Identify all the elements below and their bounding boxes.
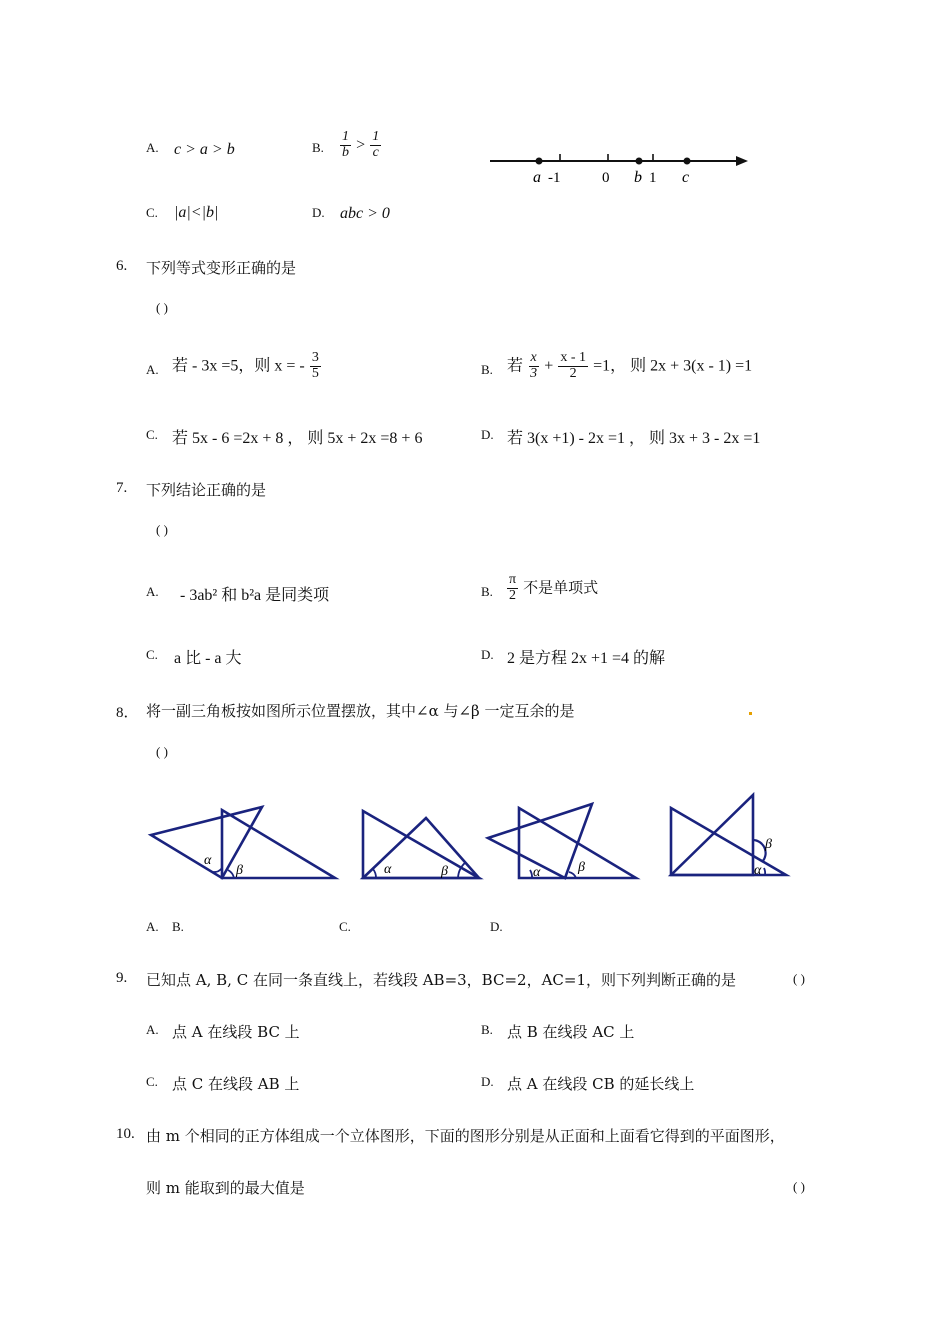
question-number: 10.: [116, 1126, 135, 1142]
label-a: a: [533, 169, 541, 186]
q7-option-c: a 比 - a 大: [174, 650, 242, 667]
question-stem: 已知点 A, B, C 在同一条直线上，若线段 AB=3，BC=2，AC=1，则下列判断正确的是: [146, 971, 736, 989]
option-label: D.: [481, 647, 494, 662]
label-beta: β: [236, 863, 243, 878]
label-b: b: [634, 169, 642, 186]
option-label: C.: [146, 1074, 158, 1089]
arrow-head-icon: [736, 156, 748, 166]
answer-paren: ( ): [156, 522, 168, 537]
question-number: 6.: [116, 258, 128, 274]
option-label: C.: [146, 427, 158, 442]
option-label: A.: [146, 1022, 159, 1037]
point-a: [536, 158, 543, 165]
label-beta: β: [765, 837, 772, 852]
q6-option-c: 若 5x - 6 =2x + 8 ， 则 5x + 2x =8 + 6: [172, 430, 423, 447]
option-label: A.: [146, 584, 159, 599]
angle-arc-alpha: [213, 868, 222, 872]
option-label: C.: [146, 647, 158, 662]
answer-paren: ( ): [156, 744, 168, 759]
option-label: C.: [146, 205, 158, 220]
option-expression: c > a > b: [174, 141, 235, 158]
label-c: c: [682, 169, 690, 186]
q6-option-a: 若 - 3x =5，则 x = - $\frac{3}{5}$: [172, 350, 319, 381]
question-stem-line1: 由 m 个相同的正方体组成一个立体图形，下面的图形分别是从正面和上面看它得到的平面图形，: [146, 1127, 785, 1145]
triangle-figure-c: [482, 798, 642, 883]
point-c: [684, 158, 691, 165]
figure-label-d: D.: [490, 919, 503, 934]
triangle-figure-b: [357, 805, 487, 885]
answer-paren: ( ): [793, 1179, 805, 1194]
q9-option-b: 点 B 在线段 AC 上: [507, 1023, 635, 1041]
option-label: D.: [481, 427, 494, 442]
option-label: B.: [481, 1022, 493, 1037]
fraction: $\frac{3}{5}$: [311, 350, 319, 381]
figure-label-c: C.: [339, 919, 351, 934]
q9-option-c: 点 C 在线段 AB 上: [172, 1075, 300, 1093]
q6-option-b: 若 $\frac{x}{3}$ + $\frac{x - 1}{2}$ =1， 则 2x + 3(x - 1) =1: [507, 350, 753, 381]
option-expression: $\frac{1}{b}$ > $\frac{1}{c}$: [342, 129, 380, 160]
question-stem: 下列等式变形正确的是: [146, 259, 297, 277]
q7-option-d: 2 是方程 2x +1 =4 的解: [507, 650, 666, 667]
angle-arc-alpha: [373, 869, 376, 878]
q9-option-d: 点 A 在线段 CB 的延长线上: [507, 1075, 695, 1093]
label-alpha: α: [384, 862, 392, 877]
fraction: $\frac{x - 1}{2}$: [560, 350, 586, 381]
answer-paren: ( ): [156, 300, 168, 315]
option-label: D.: [481, 1074, 494, 1089]
fraction: $\frac{1}{c}$: [372, 129, 380, 160]
fraction: $\frac{x}{3}$: [530, 350, 538, 381]
triangle-2: [671, 795, 753, 875]
label-alpha: α: [204, 853, 212, 868]
option-label: A.: [146, 362, 159, 377]
triangle-figure-a: [145, 800, 345, 885]
q9-option-a: 点 A 在线段 BC 上: [172, 1023, 300, 1041]
question-stem-line2: 则 m 能取到的最大值是: [146, 1179, 305, 1197]
option-label: B.: [481, 584, 493, 599]
stray-dot: [749, 712, 752, 715]
option-label: B.: [481, 362, 493, 377]
option-label: A.: [146, 140, 159, 155]
label-alpha: α: [754, 863, 762, 878]
fraction: $\frac{\pi}{2}$: [509, 572, 517, 603]
figure-label-b: B.: [172, 919, 184, 934]
option-label: B.: [312, 140, 324, 155]
option-expression: abc > 0: [340, 205, 390, 222]
label-one: 1: [649, 170, 657, 186]
label-alpha: α: [533, 865, 541, 880]
triangle-figure-d: [665, 790, 795, 880]
label-beta: β: [578, 860, 585, 875]
label-minus-one: -1: [548, 170, 561, 186]
option-expression: |a|<|b|: [174, 204, 219, 221]
question-number: 9.: [116, 970, 128, 986]
question-stem: 下列结论正确的是: [146, 481, 267, 499]
q7-option-b: $\frac{\pi}{2}$ 不是单项式: [509, 572, 599, 603]
question-number: 8．: [116, 705, 139, 721]
number-line-figure: [480, 145, 760, 190]
q7-option-a: - 3ab² 和 b²a 是同类项: [180, 587, 330, 604]
q6-option-d: 若 3(x +1) - 2x =1 ， 则 3x + 3 - 2x =1: [507, 430, 761, 447]
question-stem: 将一副三角板按如图所示位置摆放，其中∠α 与∠β 一定互余的是: [146, 702, 575, 720]
label-beta: β: [441, 864, 448, 879]
answer-paren: ( ): [793, 971, 805, 986]
question-number: 7.: [116, 480, 128, 496]
fraction: $\frac{1}{b}$: [342, 129, 349, 160]
point-b: [636, 158, 643, 165]
option-label: D.: [312, 205, 325, 220]
label-zero: 0: [602, 170, 610, 186]
figure-label-a: A.: [146, 919, 159, 934]
